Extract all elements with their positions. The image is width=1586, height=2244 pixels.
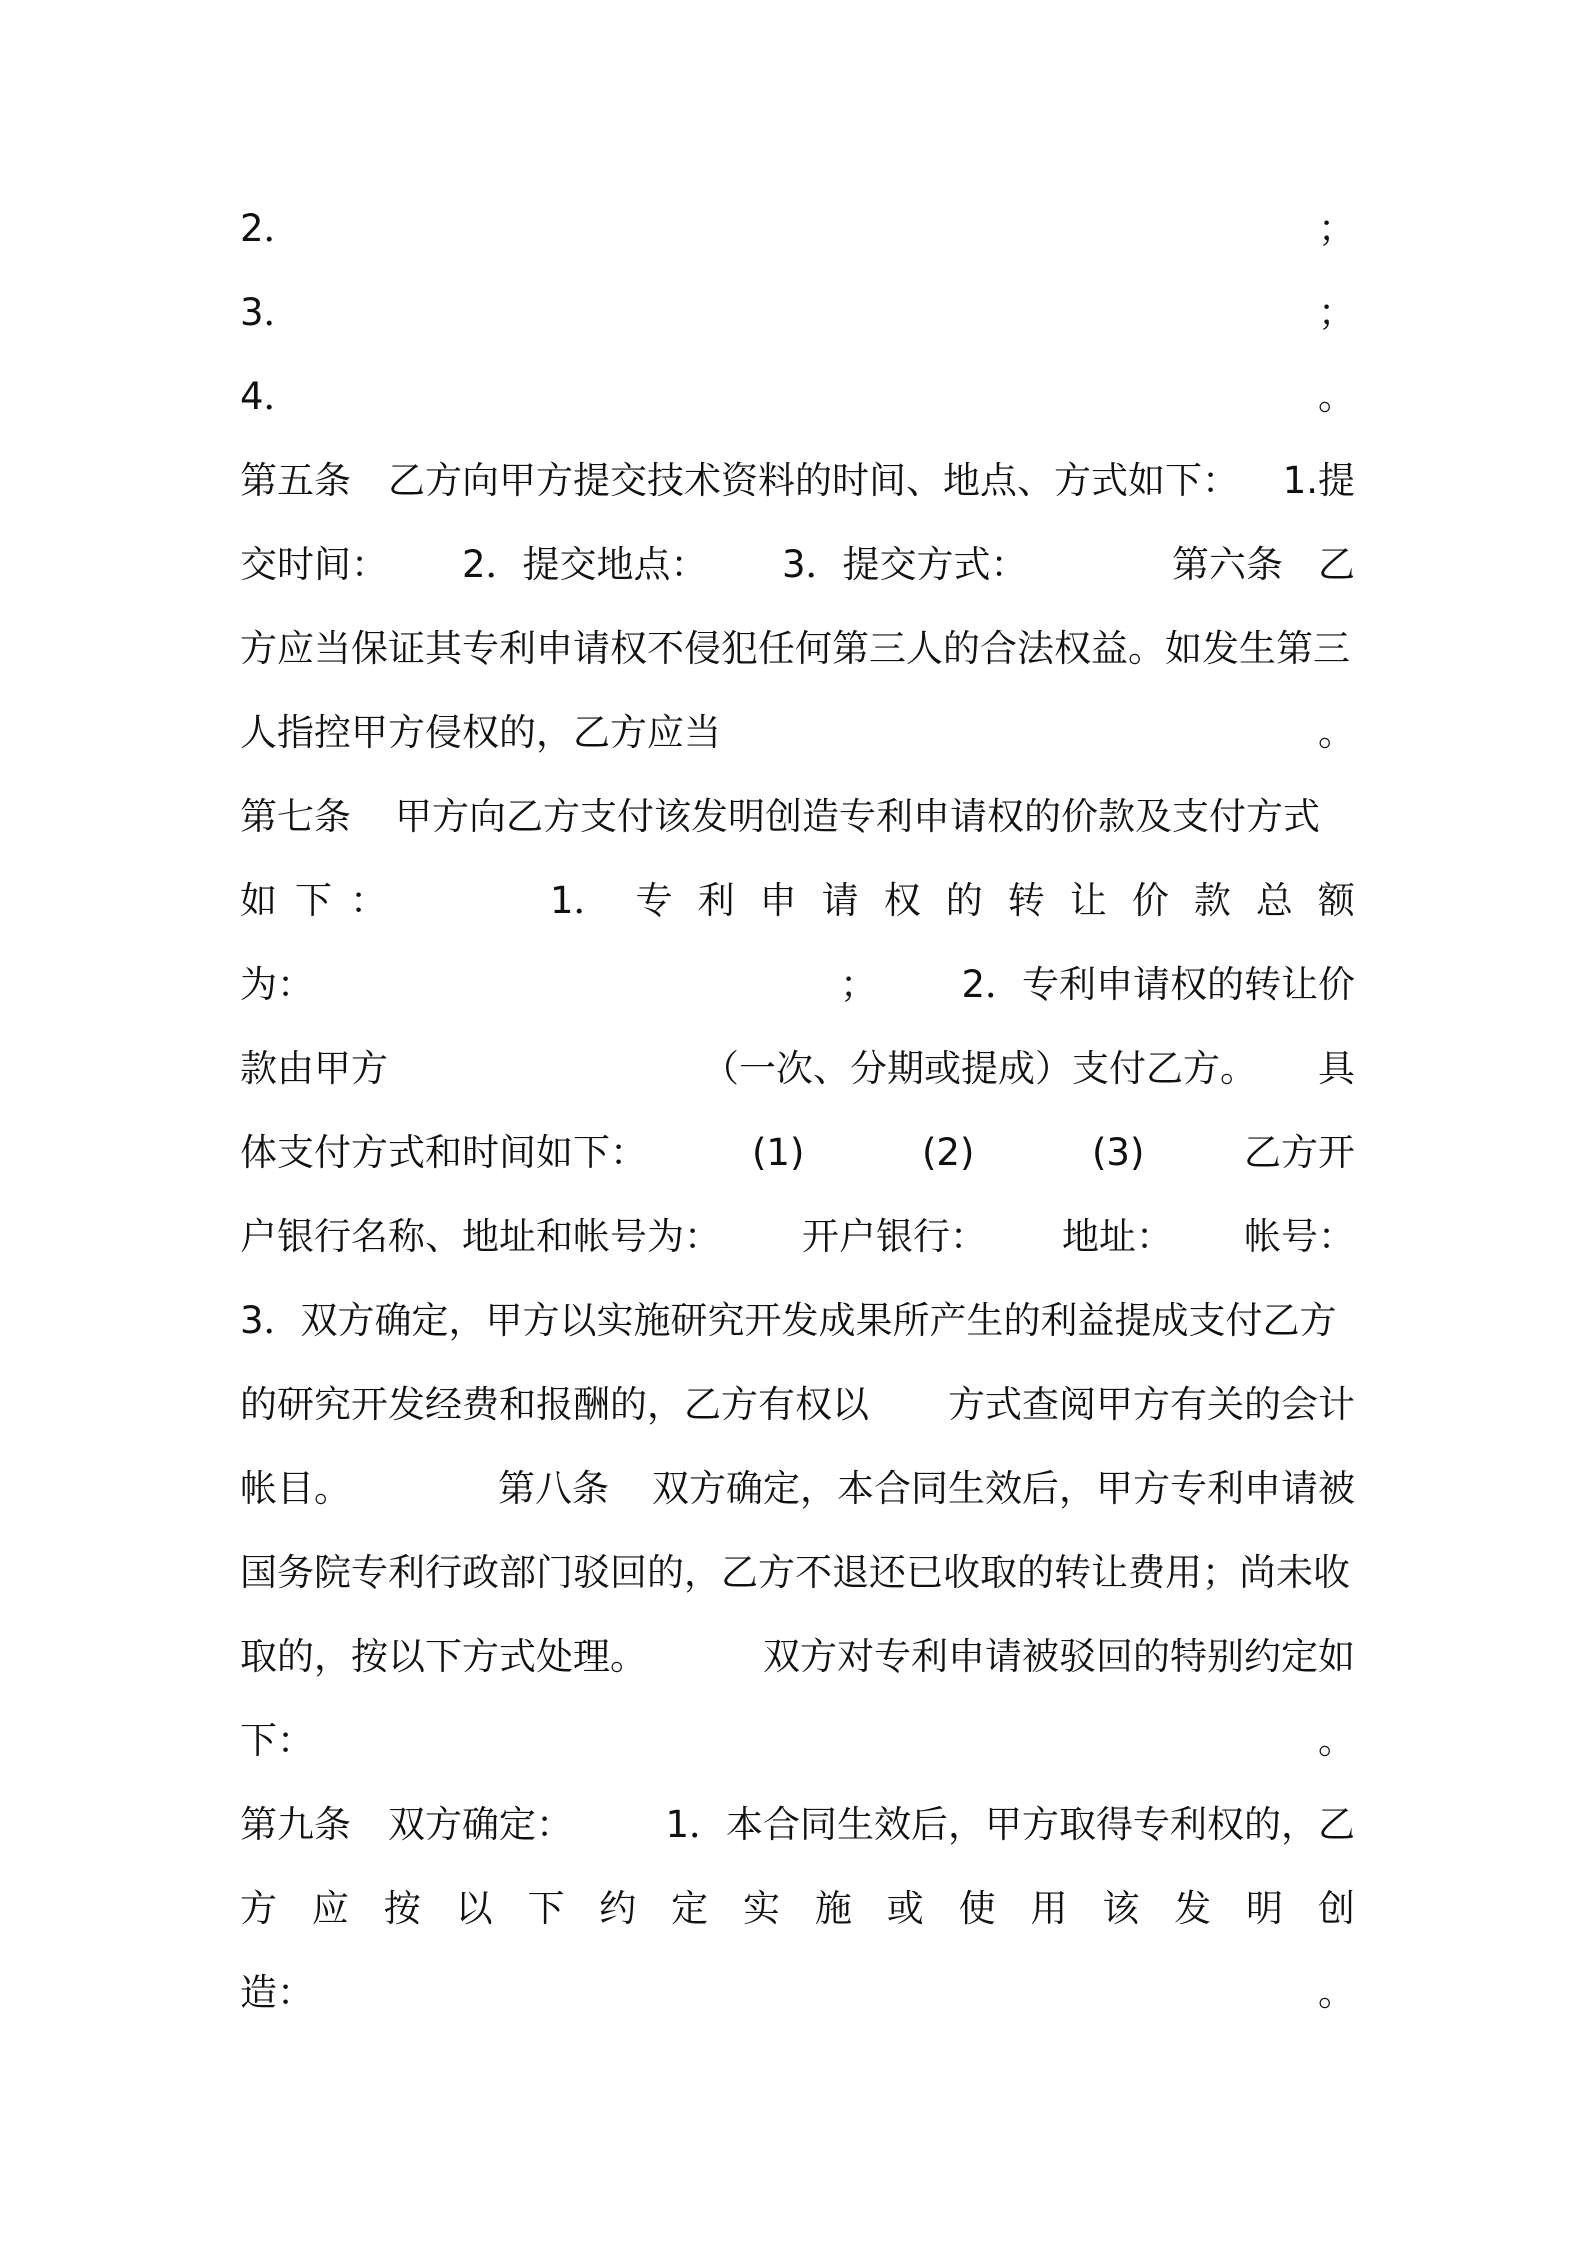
audit-method-text: 方式查阅甲方有关的会计 [948,1383,1355,1426]
spread-char: 使 [958,1887,996,1930]
submit-method-label: 3．提交方式： [782,543,1028,586]
spread-char: 让 [1069,879,1107,922]
article-8-special-text: 双方对专利申请被驳回的特别约定如 [763,1635,1355,1678]
article-7-line-3 [240,955,1355,1015]
article-9-item-1: 1．本合同生效后，甲方取得专利权的，乙 [665,1803,1355,1846]
article-7-follows: 如下： [240,879,405,922]
audit-right-text: 的研究开发经费和报酬的，乙方有权以 [240,1383,869,1426]
spread-char: 定 [671,1887,709,1930]
spread-char: 方 [240,1887,277,1930]
bank-name-label: 开户银行： [802,1215,987,1258]
spread-char: 的 [945,879,983,922]
article-6-text-start: 乙 [1318,543,1355,586]
spread-char: 该 [1102,1887,1140,1930]
article-6-heading: 第六条 [1172,543,1283,586]
line-end-mark: ； [1318,207,1355,250]
line-end-mark: 。 [1318,1971,1355,2014]
article-7-item-3: 3．双方确定，甲方以实施研究开发成果所产生的利益提成支付乙方 [240,1299,1337,1342]
spread-char: 申 [759,879,797,922]
article-5-heading: 第五条 [240,459,351,502]
article-5-text: 乙方向甲方提交技术资料的时间、地点、方式如下： [388,459,1239,502]
spread-char: 价 [1131,879,1169,922]
line-end-mark: 。 [1318,375,1355,418]
article-9-text-end: 造： [240,1971,314,2014]
spread-char: 利 [697,879,735,922]
line-end-mark: ； [1318,291,1355,334]
article-9-line-1 [240,1795,1355,1855]
paid-by-label: 款由甲方 [240,1047,388,1090]
article-7-heading: 第七条 [240,795,351,838]
spread-char: 额 [1317,879,1355,922]
article-9-line-3 [240,1963,1355,2023]
article-9-line-2 [240,1879,1355,1939]
line-semicolon: ； [840,963,877,1006]
spread-char: 约 [599,1887,637,1930]
article-7-line-5 [240,1123,1355,1183]
article-7-line-8 [240,1375,1355,1435]
article-7-line-1 [240,787,1355,847]
spread-char: 实 [743,1887,781,1930]
spread-char: 创 [1317,1887,1355,1930]
schedule-item-1: (1) [752,1131,805,1174]
article-7-line-6 [240,1207,1355,1267]
spread-char: 专 [635,879,673,922]
article-9-spread-line [240,1879,1355,1939]
article-7-line-4 [240,1039,1355,1099]
spread-char: 发 [1174,1887,1212,1930]
spread-char: 施 [814,1887,852,1930]
article-7-line-2 [240,871,1355,931]
article-7-line-7 [240,1291,1355,1351]
article-9-text: 双方确定： [388,1803,573,1846]
article-8-text: 双方确定，本合同生效后，甲方专利申请被 [652,1467,1355,1510]
article-8-line-1 [240,1459,1355,1519]
article-6-line-1 [240,619,1355,679]
line-item-2 [240,199,1355,259]
spread-char: 以 [455,1887,493,1930]
bank-account-label: 帐号： [1244,1215,1355,1258]
specific-text-start: 具 [1318,1047,1355,1090]
article-6-text: 方应当保证其专利申请权不侵犯任何第三人的合法权益。如发生第三 [240,627,1350,670]
article-8-heading: 第八条 [498,1467,609,1510]
article-5-line-2 [240,535,1355,595]
schedule-item-2: (2) [922,1131,975,1174]
line-item-3 [240,283,1355,343]
spread-char: 1． [550,879,611,922]
price-total-label: 为： [240,963,314,1006]
spread-char: 款 [1193,879,1231,922]
spread-char: 请 [821,879,859,922]
schedule-item-3: (3) [1092,1131,1145,1174]
article-7-price-line [550,871,1355,931]
article-9-heading: 第九条 [240,1803,351,1846]
line-end-mark: 。 [1318,1719,1355,1762]
article-8-text-4: 下： [240,1719,314,1762]
bank-address-label: 地址： [1062,1215,1173,1258]
spread-char: 权 [883,879,921,922]
article-8-line-2 [240,1543,1355,1603]
article-7-text: 甲方向乙方支付该发明创造专利申请权的价款及支付方式 [395,795,1320,838]
spread-char: 按 [383,1887,421,1930]
spread-char: 用 [1030,1887,1068,1930]
spread-char: 或 [886,1887,924,1930]
line-item-4 [240,367,1355,427]
submit-time-label: 交时间： [240,543,388,586]
bank-info-label: 户银行名称、地址和帐号为： [240,1215,721,1258]
spread-char: 总 [1255,879,1293,922]
article-8-text-2: 国务院专利行政部门驳回的，乙方不退还已收取的转让费用；尚未收 [240,1551,1350,1594]
article-6-text-end: 人指控甲方侵权的，乙方应当 [240,711,721,754]
spread-char: 明 [1246,1887,1284,1930]
accounts-text: 帐目。 [240,1467,351,1510]
article-8-line-4 [240,1711,1355,1771]
payment-schedule-label: 体支付方式和时间如下： [240,1131,647,1174]
article-8-text-3: 取的，按以下方式处理。 [240,1635,647,1678]
spread-char: 转 [1007,879,1045,922]
article-6-line-2 [240,703,1355,763]
item-number: 3． [240,291,301,334]
article-8-line-3 [240,1627,1355,1687]
submit-place-label: 2．提交地点： [462,543,708,586]
item-number: 2． [240,207,301,250]
spread-char: 应 [311,1887,349,1930]
article-7-item-2: 2．专利申请权的转让价 [961,963,1355,1006]
article-5-line-1 [240,451,1355,511]
article-5-item-1: 1.提 [1282,459,1355,502]
spread-char: 下 [527,1887,565,1930]
payment-mode-text: （一次、分期或提成）支付乙方。 [702,1047,1257,1090]
item-number: 4． [240,375,301,418]
line-end-mark: 。 [1318,711,1355,754]
bank-text-start: 乙方开 [1244,1131,1355,1174]
